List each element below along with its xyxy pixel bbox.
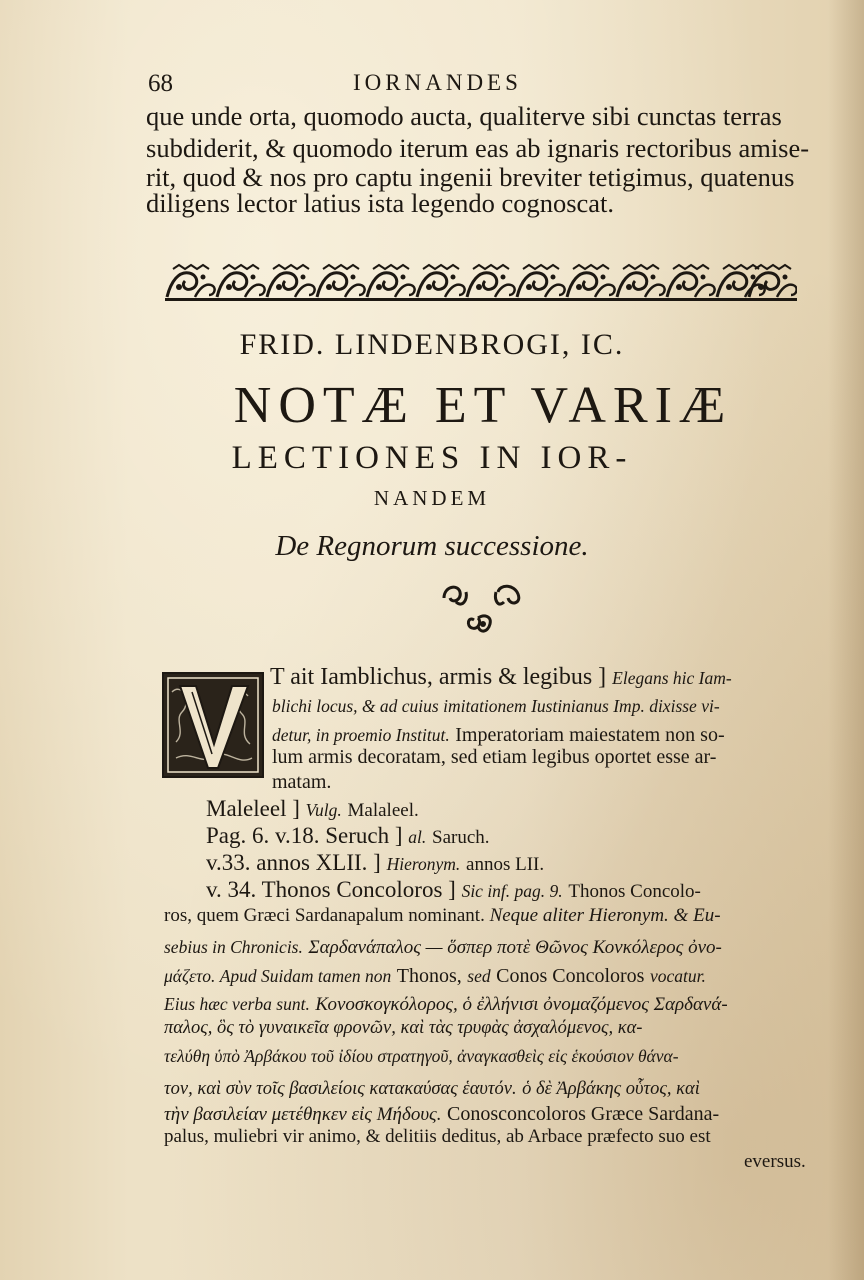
note-line: lum armis decoratam, sed etiam legibus oportet esse ar-: [272, 746, 717, 768]
subtitle: De Regnorum successione.: [275, 530, 589, 562]
reading: Saruch.: [432, 827, 490, 848]
note-text: ros, quem Græci Sardanapalum nominant.: [164, 905, 485, 926]
top-line: diligens lector latius ista legendo cognoscat.: [146, 188, 615, 218]
fleuron-icon: [438, 580, 528, 640]
name: Thonos,: [396, 965, 462, 987]
quotation: Imperatoriam maiestatem non so-: [455, 724, 725, 746]
greek-text: Κονοσκογκόλορος, ὁ ἐλλήνισι ὀνομαζόμενος Σαρδανά-: [315, 994, 728, 1015]
commentary: Eius hæc verba sunt.: [164, 994, 310, 1014]
reading: annos LII.: [466, 854, 545, 875]
commentary: μάζετο. Apud Suidam tamen non: [164, 966, 392, 986]
greek-text: τον, καὶ σὺν τοῖς βασιλείοις κατακαύσας ἑαυτόν.: [164, 1079, 517, 1099]
note-line: [164, 1100, 719, 1126]
top-line: subdiderit, & quomodo iterum eas ab ignaris rectoribus amise-: [146, 133, 810, 163]
commentary: Sic inf. pag. 9.: [461, 881, 563, 901]
commentary: sebius in Chronicis.: [164, 937, 303, 957]
note-line: [164, 1074, 700, 1100]
commentary: vocatur.: [649, 966, 706, 986]
note-line: τελύθη ὑπὸ Ἀρβάκου τοῦ ἰδίου στρατηγοῦ, ἀναγκασθεὶς εἰς ἑκούσιον θάνα-: [164, 1046, 679, 1066]
note-line: [164, 962, 706, 988]
lemma: Pag. 6. v.18. Seruch ]: [206, 823, 403, 848]
lemma: v.33. annos XLII. ]: [206, 850, 381, 875]
commentary: al.: [408, 827, 427, 847]
note-line: παλος, ὃς τὸ γυναικεῖα φρονῶν, καὶ τὰς τρυφὰς ἀσχαλόμενος, κα-: [164, 1018, 643, 1038]
decorative-border-ornament: [165, 263, 797, 303]
name: Conos Concoloros: [496, 965, 645, 987]
commentary: Hieronym.: [386, 854, 461, 874]
note-line: [164, 990, 728, 1016]
page-number: 68: [148, 70, 173, 97]
note-line: [206, 850, 544, 876]
lemma: Maleleel ]: [206, 796, 300, 821]
note-line: [206, 877, 701, 903]
note-text: Conosconcoloros Græce Sardana-: [447, 1103, 720, 1125]
title-line-3: NANDEM: [373, 486, 491, 510]
note-line: [164, 933, 722, 959]
title-main: NOTÆ ET VARIÆ: [233, 377, 733, 434]
decorated-initial-v-icon: [162, 672, 264, 778]
running-head: IORNANDES: [353, 70, 522, 95]
commentary: Neque aliter Hieronym. & Eu-: [489, 905, 721, 926]
top-line: rit, quod & nos pro captu ingenii breviter tetigimus, quatenus: [146, 162, 795, 192]
greek-text: Σαρδανάπαλος — ὅσπερ ποτὲ Θῶνος Κονκόλερος ὀνο-: [308, 937, 722, 958]
note-line: blichi locus, & ad cuius imitationem Iustinianus Imp. dixisse vi-: [272, 696, 720, 716]
page-header: [148, 70, 568, 100]
note-line: matam.: [272, 771, 332, 793]
greek-text: ὁ δὲ Ἀρβάκης οὗτος, καὶ: [522, 1079, 700, 1099]
note-line: eversus.: [744, 1151, 806, 1172]
lemma: T ait Iamblichus, armis & legibus ]: [270, 664, 607, 690]
title-line-2: LECTIONES IN IOR-: [231, 440, 633, 476]
lemma: v. 34. Thonos Concoloros ]: [206, 877, 456, 902]
top-line: que unde orta, quomodo aucta, qualiterve sibi cunctas terras: [146, 101, 782, 131]
reading: Thonos Concolo-: [568, 881, 701, 902]
commentary: Elegans hic Iam-: [612, 668, 732, 688]
note-line: [270, 664, 732, 691]
note-line: [272, 721, 725, 747]
note-line: [206, 823, 490, 849]
greek-text: τὴν βασιλείαν μετέθηκεν εἰς Μήδους.: [164, 1104, 442, 1125]
commentary: Vulg.: [305, 800, 342, 820]
reading: Malaleel.: [347, 800, 419, 821]
commentary: sed: [467, 966, 491, 986]
commentary: detur, in proemio Institut.: [272, 725, 450, 745]
note-line: [206, 796, 419, 822]
note-line: palus, muliebri vir animo, & delitiis deditus, ab Arbace præfecto suo est: [164, 1126, 711, 1147]
author-line: FRID. LINDENBROGI, IC.: [239, 328, 625, 361]
note-line: [164, 905, 721, 927]
